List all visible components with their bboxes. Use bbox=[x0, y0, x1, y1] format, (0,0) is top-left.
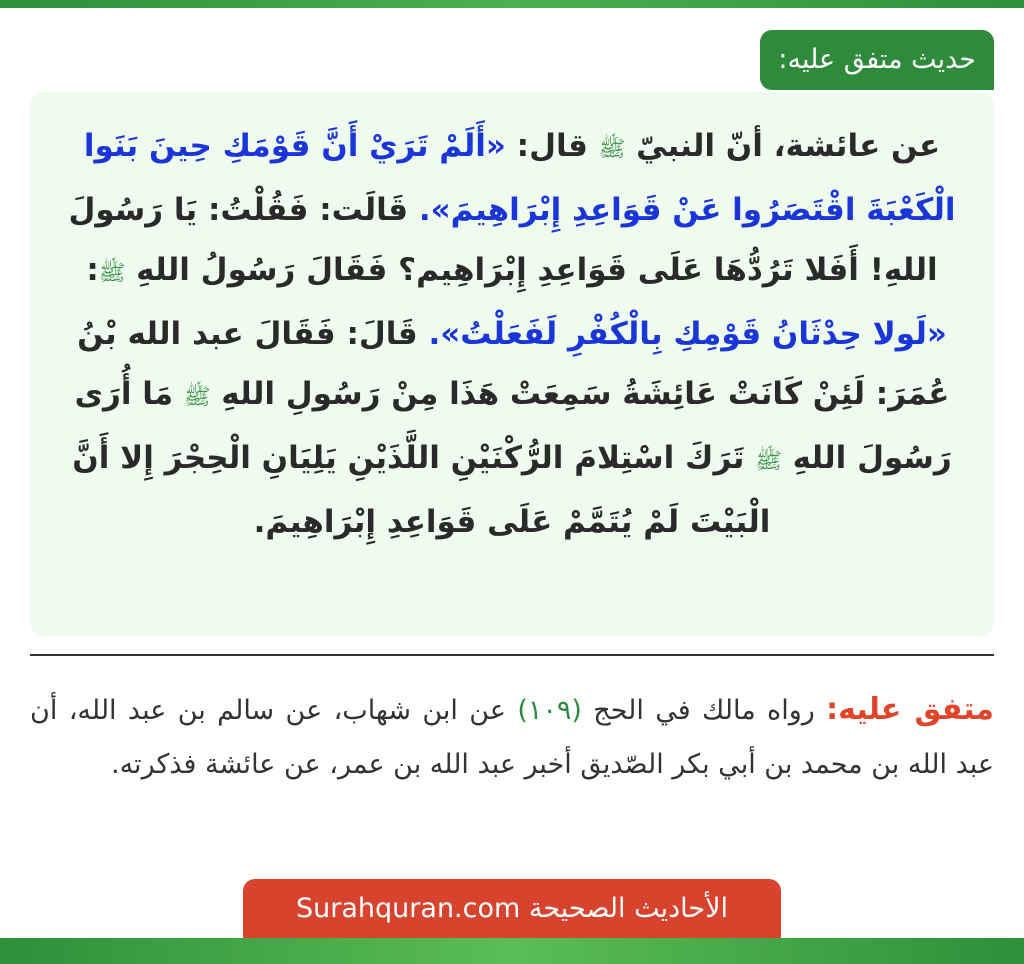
prophet-quote: «لَولا حِدْثَانُ قَوْمِكِ بِالْكُفْرِ لَفَعَلْتُ». bbox=[428, 316, 947, 352]
hadith-narration: قَالَ: فَقَالَ عبد الله بْنُ عُمَرَ: لَئِنْ كَانَتْ عَائِشَةُ سَمِعَتْ هَذَا مِنْ رَسُولِ اللهِ bbox=[77, 316, 950, 412]
salawat-symbol: ﷺ bbox=[598, 137, 626, 162]
section-divider bbox=[30, 654, 994, 656]
salawat-symbol: ﷺ bbox=[755, 449, 782, 474]
top-accent-bar bbox=[0, 0, 1024, 8]
hadith-narration: تَرَكَ اسْتِلامَ الرُّكْنَيْنِ اللَّذَيْنِ يَلِيَانِ الْحِجْرَ إِلا أَنَّ الْبَيْتَ لَمْ يُتَمَّمْ عَلَى قَوَاعِدِ إِبْرَاهِيمَ. bbox=[72, 440, 771, 540]
salawat-symbol: ﷺ bbox=[98, 261, 126, 286]
hadith-narration: عن عائشة، أنّ النبيّ bbox=[636, 128, 941, 164]
prophet-quote: «أَلَمْ تَرَيْ أَنَّ قَوْمَكِ حِينَ بَنَوا الْكَعْبَةَ اقْتَصَرُوا عَنْ قَوَاعِدِ إِبْرَاهِيمَ». bbox=[83, 128, 956, 228]
hadith-narration: قال: bbox=[505, 128, 599, 164]
commentary-text: عن ابن شهاب، عن سالم بن عبد الله، أن عبد الله بن محمد بن أبي بكر الصّديق أخبر عبد الله بن عمر، عن عائشة فذكرته. bbox=[30, 695, 994, 780]
hadith-narration: مَا أُرَى رَسُولَ اللهِ bbox=[74, 376, 952, 476]
hadith-narration: قَالَت: فَقُلْتُ: يَا رَسُولَ اللهِ! أَفَلا تَرُدُّهَا عَلَى قَوَاعِدِ إِبْرَاهِيم؟ فَقَالَ رَسُولُ اللهِ bbox=[68, 192, 938, 288]
hadith-type-tag: حديث متفق عليه: bbox=[760, 30, 994, 90]
commentary-text: رواه مالك في الحج bbox=[581, 695, 827, 726]
bottom-accent-bar bbox=[0, 938, 1024, 964]
source-label: متفق عليه: bbox=[826, 692, 995, 727]
hadith-source-commentary bbox=[30, 683, 994, 792]
hadith-narration: : bbox=[86, 252, 99, 288]
site-badge: الأحاديث الصحيحة Surahquran.com bbox=[243, 879, 781, 938]
hadith-text-box bbox=[30, 92, 994, 636]
salawat-symbol: ﷺ bbox=[183, 385, 211, 410]
hadith-number: (١٠٩) bbox=[517, 695, 582, 726]
